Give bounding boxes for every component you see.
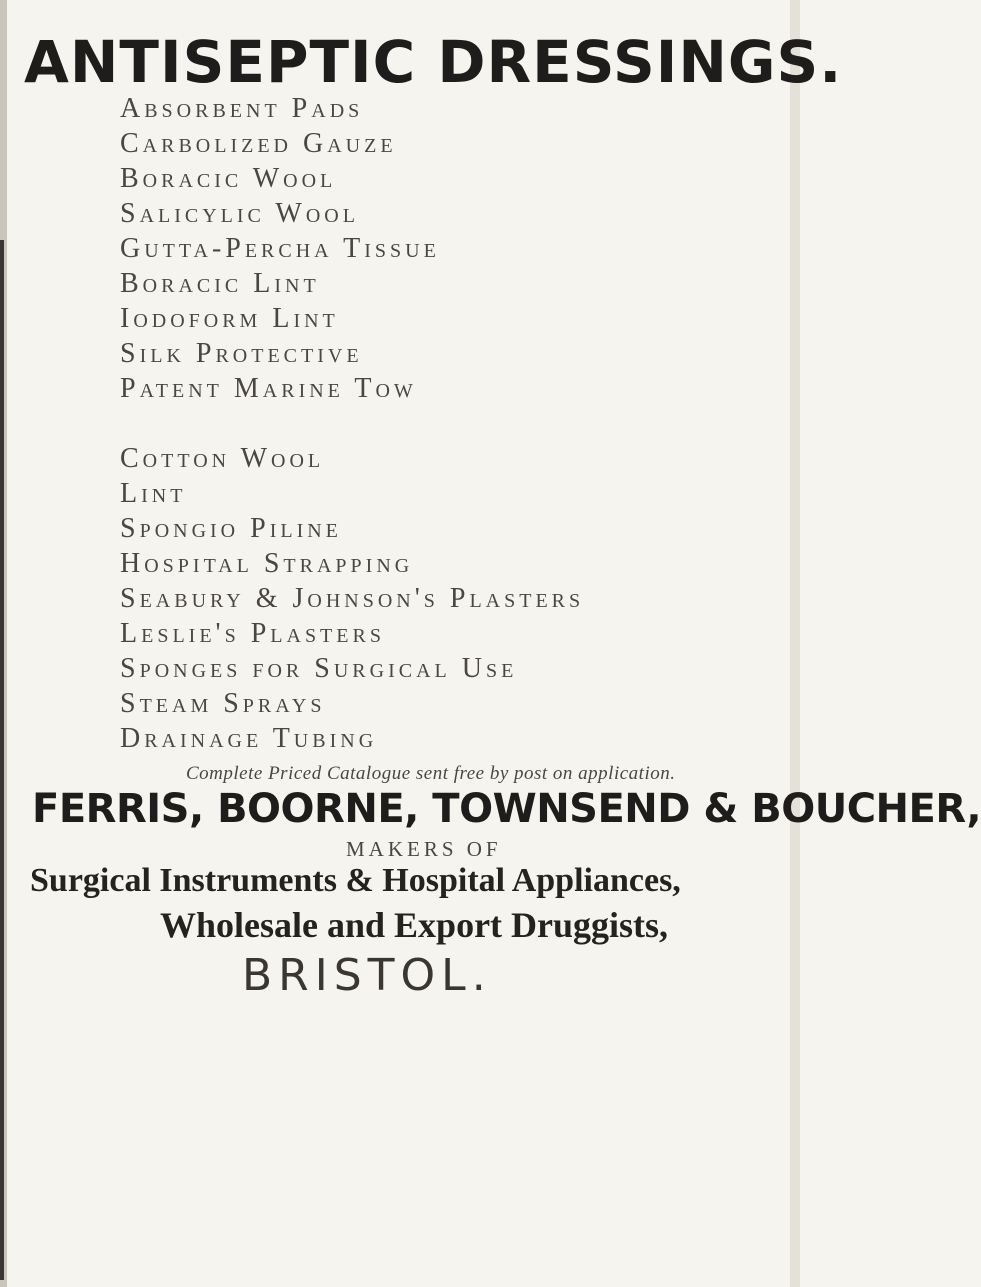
makers-of-label: MAKERS OF (346, 837, 502, 861)
page-title: ANTISEPTIC DRESSINGS. (24, 28, 843, 96)
product-item: Steam Sprays (120, 688, 326, 719)
product-item: Seabury & Johnson's Plasters (120, 583, 585, 614)
product-item: Gutta-Percha Tissue (120, 233, 440, 264)
catalogue-note: Complete Priced Catalogue sent free by post on application. (186, 763, 676, 784)
product-item: Salicylic Wool (120, 198, 359, 229)
product-item: Drainage Tubing (120, 723, 378, 754)
page-binding-edge (0, 240, 4, 1280)
product-item: Carbolized Gauze (120, 128, 397, 159)
product-item: Spongio Piline (120, 513, 342, 544)
makers-name: FERRIS, BOORNE, TOWNSEND & BOUCHER, (32, 786, 981, 832)
product-item: Leslie's Plasters (120, 618, 385, 649)
product-item: Patent Marine Tow (120, 373, 417, 404)
product-item: Hospital Strapping (120, 548, 414, 579)
product-item: Boracic Wool (120, 163, 337, 194)
product-item: Cotton Wool (120, 443, 325, 474)
makers-line-wholesale: Wholesale and Export Druggists, (160, 905, 669, 945)
product-item: Silk Protective (120, 338, 363, 369)
page-right-edge (790, 0, 800, 1287)
product-item: Absorbent Pads (120, 93, 364, 124)
product-item: Lint (120, 478, 187, 509)
product-item: Sponges for Surgical Use (120, 653, 518, 684)
product-item: Iodoform Lint (120, 303, 339, 334)
product-item: Boracic Lint (120, 268, 320, 299)
makers-city: BRISTOL. (242, 950, 492, 1001)
makers-line-instruments: Surgical Instruments & Hospital Appliances, (30, 862, 681, 899)
